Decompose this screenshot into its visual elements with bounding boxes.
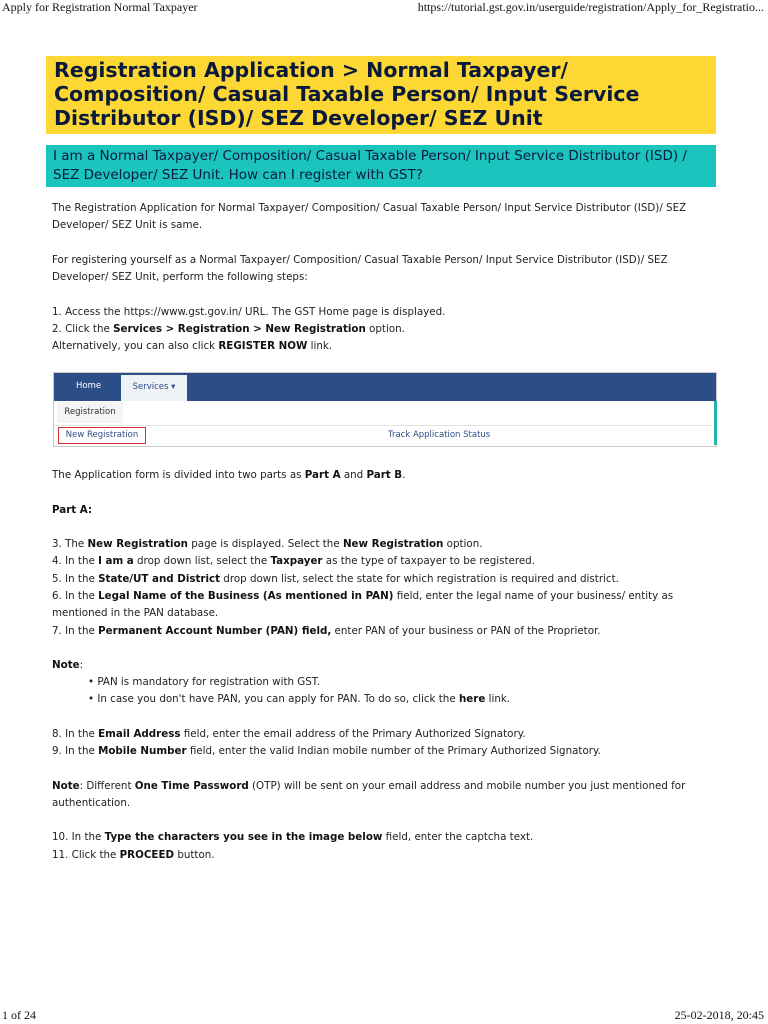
step-4-bold-1: I am a bbox=[98, 555, 134, 567]
print-header-url: https://tutorial.gst.gov.in/userguide/registration/Apply_for_Registratio... bbox=[417, 0, 764, 14]
nav-registration-tab[interactable]: Registration bbox=[57, 402, 123, 423]
nav-track-status-link[interactable]: Track Application Status bbox=[388, 430, 491, 440]
part-b-label: Part B bbox=[366, 469, 403, 481]
part-a-heading-text: Part A: bbox=[52, 504, 93, 516]
step-3 bbox=[52, 536, 712, 553]
note-2-text: : Different bbox=[79, 780, 135, 792]
step-6 bbox=[52, 588, 712, 623]
question-banner bbox=[46, 145, 716, 187]
step-10 bbox=[52, 829, 712, 846]
step-10-text: 10. In the bbox=[52, 831, 105, 843]
print-header-title: Apply for Registration Normal Taxpayer bbox=[2, 0, 198, 14]
step-4 bbox=[52, 553, 712, 570]
here-link[interactable]: here bbox=[458, 693, 486, 705]
nav-submenu bbox=[54, 425, 712, 445]
step-2-menu-path: Services > Registration > New Registration bbox=[113, 323, 366, 335]
part-a-heading bbox=[52, 502, 712, 519]
step-10-bold: Type the characters you see in the image below bbox=[104, 831, 383, 843]
step-11-text: 11. Click the bbox=[52, 849, 120, 861]
print-footer-page: 1 of 24 bbox=[2, 1008, 36, 1022]
parts-text-end: . bbox=[402, 469, 406, 481]
step-6-text: 6. In the bbox=[52, 590, 99, 602]
step-8-text-end: field, enter the email address of the Primary Authorized Signatory. bbox=[180, 728, 526, 740]
step-3-text-mid: page is displayed. Select the bbox=[187, 538, 343, 550]
note-colon: : bbox=[79, 659, 84, 671]
alternative-step bbox=[52, 338, 712, 355]
step-4-text: 4. In the bbox=[52, 555, 99, 567]
step-5-bold: State/UT and District bbox=[98, 573, 221, 585]
step-7-text: 7. In the bbox=[52, 625, 99, 637]
nav-scroll-accent bbox=[714, 401, 717, 445]
note-2-label: Note bbox=[52, 780, 80, 792]
proceed-label: PROCEED bbox=[119, 849, 175, 861]
step-11 bbox=[52, 847, 712, 864]
parts-paragraph bbox=[52, 467, 712, 484]
step-2 bbox=[52, 321, 712, 338]
note-2-bold: One Time Password bbox=[134, 780, 249, 792]
step-9-bold: Mobile Number bbox=[98, 745, 187, 757]
gst-navigation-screenshot bbox=[53, 372, 717, 447]
note-label: Note bbox=[52, 659, 80, 671]
step-9 bbox=[52, 743, 712, 760]
step-7-text-end: enter PAN of your business or PAN of the Proprietor. bbox=[331, 625, 601, 637]
step-1: 1. Access the https://www.gst.gov.in/ URL. The GST Home page is displayed. bbox=[52, 306, 446, 318]
step-3-text: 3. The bbox=[52, 538, 88, 550]
step-6-text-end: field, enter the legal name of your business/ entity as mentioned in the PAN database. bbox=[52, 590, 674, 620]
note-bullet-2 bbox=[52, 691, 748, 708]
intro-paragraph-2: For registering yourself as a Normal Taxpayer/ Composition/ Casual Taxable Person/ Input Service Distributor (ISD)/ SEZ Developer/ SEZ Unit, perform the following steps: bbox=[52, 254, 668, 284]
step-7 bbox=[52, 623, 712, 640]
step-4-text-end: as the type of taxpayer to be registered. bbox=[322, 555, 535, 567]
step-5 bbox=[52, 571, 712, 588]
note-bullet-1: • PAN is mandatory for registration with GST. bbox=[88, 676, 321, 688]
gst-nav-bar bbox=[54, 373, 716, 401]
step-9-text-end: field, enter the valid Indian mobile number of the Primary Authorized Signatory. bbox=[186, 745, 601, 757]
nav-home-link[interactable]: Home bbox=[76, 381, 102, 391]
register-now-label: REGISTER NOW bbox=[218, 340, 308, 352]
step-5-text-end: drop down list, select the state for which registration is required and district. bbox=[220, 573, 619, 585]
step-5-text: 5. In the bbox=[52, 573, 99, 585]
step-3-bold-1: New Registration bbox=[87, 538, 188, 550]
note-2-text-end: (OTP) will be sent on your email address and mobile number you just mentioned for authentication. bbox=[52, 780, 686, 810]
title-banner bbox=[46, 56, 716, 134]
parts-text: The Application form is divided into two parts as bbox=[52, 469, 305, 481]
bullet-2-text: • In case you don't have PAN, you can apply for PAN. To do so, click the bbox=[88, 693, 459, 705]
step-9-text: 9. In the bbox=[52, 745, 99, 757]
step-4-bold-2: Taxpayer bbox=[270, 555, 323, 567]
alt-text-end: link. bbox=[307, 340, 333, 352]
step-11-text-end: button. bbox=[174, 849, 215, 861]
bullet-2-text-end: link. bbox=[485, 693, 511, 705]
part-a-label: Part A bbox=[304, 469, 341, 481]
print-footer-timestamp: 25-02-2018, 20:45 bbox=[674, 1008, 764, 1022]
step-3-text-end: option. bbox=[443, 538, 483, 550]
alt-text: Alternatively, you can also click bbox=[52, 340, 219, 352]
step-8-bold: Email Address bbox=[98, 728, 181, 740]
step-8-text: 8. In the bbox=[52, 728, 99, 740]
parts-text-mid: and bbox=[340, 469, 367, 481]
intro-paragraph-1: The Registration Application for Normal Taxpayer/ Composition/ Casual Taxable Person/ Input Service Distributor (ISD)/ SEZ Developer/ SEZ Unit is same. bbox=[52, 202, 687, 232]
step-2-text: 2. Click the bbox=[52, 323, 114, 335]
step-7-bold: Permanent Account Number (PAN) field, bbox=[98, 625, 332, 637]
nav-services-menu[interactable]: Services ▾ bbox=[121, 375, 187, 401]
note-otp bbox=[52, 778, 712, 813]
step-10-text-end: field, enter the captcha text. bbox=[382, 831, 534, 843]
page-title: Registration Application > Normal Taxpayer/ Composition/ Casual Taxable Person/ Input Service Distributor (ISD)/ SEZ Developer/ SEZ Unit bbox=[54, 58, 640, 130]
question-heading: I am a Normal Taxpayer/ Composition/ Casual Taxable Person/ Input Service Distributor (ISD) / SEZ Developer/ SEZ Unit. How can I register with GST? bbox=[53, 148, 687, 183]
note-heading bbox=[52, 657, 712, 674]
nav-new-registration-link[interactable]: New Registration bbox=[58, 427, 146, 444]
step-4-text-mid: drop down list, select the bbox=[133, 555, 271, 567]
step-6-bold: Legal Name of the Business (As mentioned in PAN) bbox=[98, 590, 394, 602]
step-2-text-end: option. bbox=[365, 323, 405, 335]
step-3-bold-2: New Registration bbox=[342, 538, 444, 550]
step-8 bbox=[52, 726, 712, 743]
